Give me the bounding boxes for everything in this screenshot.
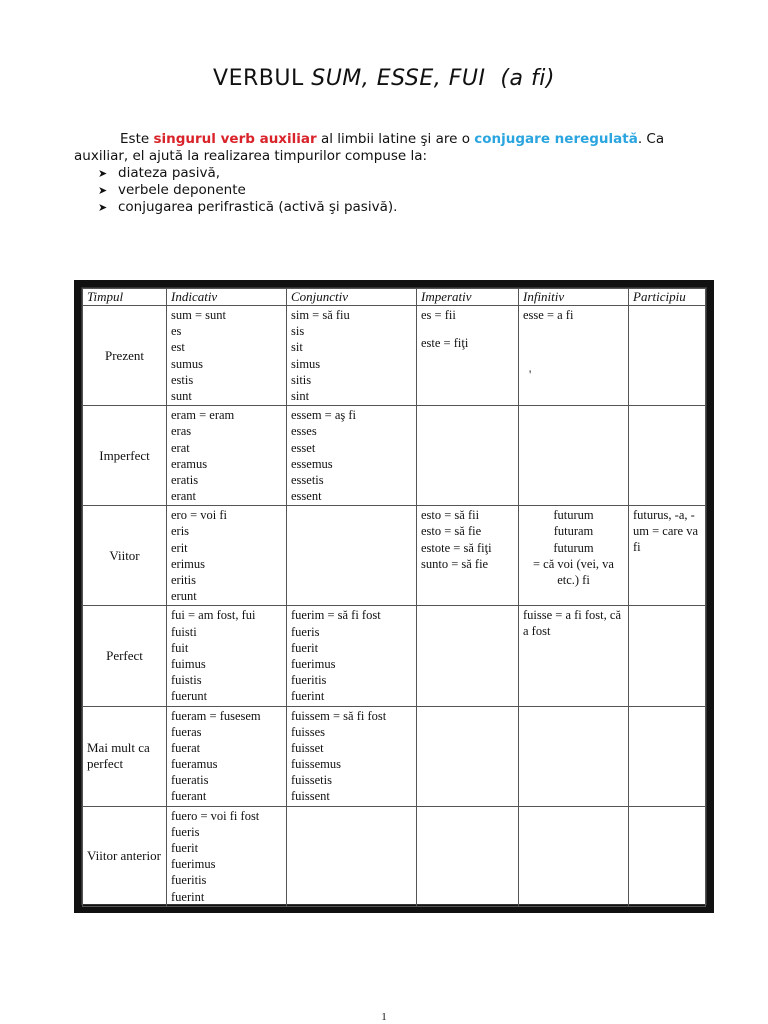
indicativ-cell [167, 406, 287, 506]
infinitiv-form: = că voi (vei, va etc.) fi [533, 556, 614, 587]
indicativ-form: fuerunt [171, 689, 208, 704]
list-item-text: conjugarea perifrastică (activă şi pasivă). [118, 199, 398, 215]
indicativ-cell [167, 706, 287, 806]
participiu-cell [629, 606, 706, 706]
indicativ-form: erunt [171, 589, 197, 604]
indicativ-form: fui = am fost, fui [171, 608, 256, 623]
conjunctiv-form: fuissetis [291, 773, 332, 788]
infinitiv-cell [519, 506, 629, 606]
tense-cell: Imperfect [83, 406, 167, 506]
list-item [98, 199, 698, 216]
title-verb-forms: SUM, ESSE, FUI (a fi) [311, 66, 555, 91]
intro-paragraph [74, 131, 698, 165]
indicativ-form: estis [171, 372, 194, 387]
header-indicativ: Indicativ [167, 289, 287, 306]
conjunctiv-form: sim = să fiu [291, 308, 350, 322]
indicativ-form: eram = eram [171, 408, 235, 423]
indicativ-cell [167, 306, 287, 406]
participiu-cell [629, 806, 706, 906]
conjunctiv-form: fuisset [291, 740, 324, 755]
list-item [98, 182, 698, 199]
infinitiv-form: futurum [553, 508, 594, 523]
tense-cell: Viitor [83, 506, 167, 606]
table-row [83, 506, 706, 606]
intro-bullet-list [74, 165, 698, 216]
conjunctiv-cell [287, 306, 417, 406]
indicativ-form: erit [171, 540, 188, 555]
header-conjunctiv: Conjunctiv [287, 289, 417, 306]
conjunctiv-cell [287, 406, 417, 506]
indicativ-form: fuerint [171, 889, 205, 904]
indicativ-form: fuerat [171, 740, 201, 755]
intro-text-3: . Ca auxiliar, el ajută la realizarea timpurilor compuse la: [74, 131, 665, 164]
conjunctiv-form: sint [291, 388, 310, 403]
conjunctiv-form: fuerim = să fi fost [291, 608, 381, 623]
header-timpul: Timpul [83, 289, 167, 306]
conjugation-table-frame [74, 280, 714, 913]
indicativ-cell [167, 606, 287, 706]
header-infinitiv: Infinitiv [519, 289, 629, 306]
indicativ-form: eras [171, 424, 192, 439]
intro-highlight-blue: conjugare neregulată [474, 131, 638, 147]
infinitiv-form: fuisse = a fi fost, că a fost [523, 608, 621, 639]
conjunctiv-form: essemus [291, 456, 333, 471]
conjugation-table [82, 288, 706, 907]
imperativ-cell [417, 606, 519, 706]
intro-text-2: al limbii latine şi are o [316, 131, 475, 147]
participiu-cell [629, 706, 706, 806]
imperativ-cell [417, 806, 519, 906]
imperativ-cell [417, 506, 519, 606]
page-title [0, 66, 768, 91]
indicativ-form: eramus [171, 456, 208, 471]
indicativ-form: fuerit [171, 841, 199, 855]
indicativ-form: fuit [171, 640, 189, 655]
conjunctiv-form: esses [291, 424, 317, 439]
list-item [98, 165, 698, 182]
conjunctiv-cell [287, 806, 417, 906]
conjunctiv-form: fuissem = să fi fost [291, 708, 387, 723]
imperativ-form: estote = să fiţi [421, 540, 492, 555]
page-number: 1 [381, 1011, 387, 1023]
conjunctiv-form: essem = aş fi [291, 408, 357, 423]
intro-highlight-red: singurul verb auxiliar [153, 131, 317, 147]
participiu-cell [629, 406, 706, 506]
arrowhead-bullet-icon: ➤ [98, 201, 108, 214]
table-row [83, 606, 706, 706]
imperativ-form: es = fii [421, 308, 456, 322]
title-verbul: VERBUL [213, 66, 312, 91]
indicativ-form: sumus [171, 356, 203, 371]
indicativ-form: es [171, 324, 182, 339]
conjunctiv-form: sitis [291, 372, 312, 387]
table-row [83, 406, 706, 506]
indicativ-form: erant [171, 489, 196, 504]
indicativ-form: fuero = voi fi fost [171, 808, 260, 823]
indicativ-form: est [171, 340, 185, 355]
conjunctiv-form: fuerit [291, 640, 319, 655]
indicativ-form: ero = voi fi [171, 508, 227, 523]
infinitiv-form: esse = a fi [523, 308, 574, 322]
table-row [83, 806, 706, 906]
infinitiv-form: futuram [553, 524, 594, 539]
conjunctiv-form: esset [291, 440, 316, 455]
tense-cell: Perfect [83, 606, 167, 706]
indicativ-form: fuistis [171, 673, 202, 688]
list-item-text: verbele deponente [118, 182, 246, 198]
conjunctiv-form: fuisses [291, 724, 326, 739]
imperativ-form: sunto = să fie [421, 556, 489, 571]
indicativ-form: fueras [171, 724, 202, 739]
participiu-cell [629, 306, 706, 406]
header-participiu: Participiu [629, 289, 706, 306]
indicativ-form: fueris [171, 824, 200, 839]
indicativ-form: eritis [171, 573, 196, 587]
conjunctiv-form: sis [291, 324, 305, 339]
tense-cell: Prezent [83, 306, 167, 406]
conjunctiv-form: fuerimus [291, 656, 336, 671]
conjunctiv-form: essent [291, 489, 322, 504]
infinitiv-form: ' [529, 368, 532, 383]
indicativ-form: erat [171, 440, 190, 455]
indicativ-form: fueram = fusesem [171, 708, 261, 723]
indicativ-form: fuerimus [171, 857, 216, 872]
conjunctiv-cell [287, 506, 417, 606]
infinitiv-cell [519, 306, 629, 406]
header-imperativ: Imperativ [417, 289, 519, 306]
conjunctiv-form: fuerint [291, 689, 325, 704]
table-header-row [83, 289, 706, 306]
indicativ-cell [167, 806, 287, 906]
indicativ-form: fueratis [171, 773, 209, 788]
indicativ-form: fueramus [171, 757, 218, 772]
indicativ-cell [167, 506, 287, 606]
infinitiv-cell [519, 406, 629, 506]
tense-cell: Viitor anterior [83, 806, 167, 906]
intro-text-1: Este [120, 131, 154, 147]
list-item-text: diateza pasivă, [118, 165, 221, 181]
conjugation-table-inner [81, 287, 707, 905]
conjunctiv-cell [287, 706, 417, 806]
indicativ-form: fuisti [171, 624, 197, 639]
participiu-cell [629, 506, 706, 606]
infinitiv-cell [519, 706, 629, 806]
tense-cell: Mai mult ca perfect [83, 706, 167, 806]
indicativ-form: eris [171, 524, 190, 539]
indicativ-form: fuerant [171, 789, 207, 804]
indicativ-form: sunt [171, 388, 192, 403]
infinitiv-cell [519, 806, 629, 906]
intro-text [74, 131, 698, 216]
conjunctiv-form: fuissent [291, 789, 330, 804]
indicativ-form: erimus [171, 556, 206, 571]
imperativ-form: esto = să fie [421, 524, 482, 539]
arrowhead-bullet-icon: ➤ [98, 184, 108, 197]
arrowhead-bullet-icon: ➤ [98, 167, 108, 180]
conjunctiv-form: essetis [291, 472, 324, 487]
infinitiv-cell [519, 606, 629, 706]
indicativ-form: sum = sunt [171, 308, 226, 322]
imperativ-cell [417, 406, 519, 506]
imperativ-form: esto = să fii [421, 508, 480, 523]
table-row [83, 706, 706, 806]
imperativ-cell [417, 306, 519, 406]
conjunctiv-form: fueritis [291, 673, 327, 688]
conjunctiv-form: fueris [291, 624, 320, 639]
table-row [83, 306, 706, 406]
indicativ-form: eratis [171, 472, 199, 487]
conjunctiv-form: simus [291, 356, 321, 371]
conjunctiv-form: fuissemus [291, 757, 341, 772]
conjunctiv-form: sit [291, 340, 303, 355]
infinitiv-form: futurum [553, 540, 594, 555]
indicativ-form: fueritis [171, 873, 207, 888]
conjunctiv-cell [287, 606, 417, 706]
participiu-form: futurus, -a, -um = care va fi [633, 508, 699, 555]
imperativ-cell [417, 706, 519, 806]
indicativ-form: fuimus [171, 656, 206, 671]
imperativ-form: este = fiţi [421, 336, 469, 351]
